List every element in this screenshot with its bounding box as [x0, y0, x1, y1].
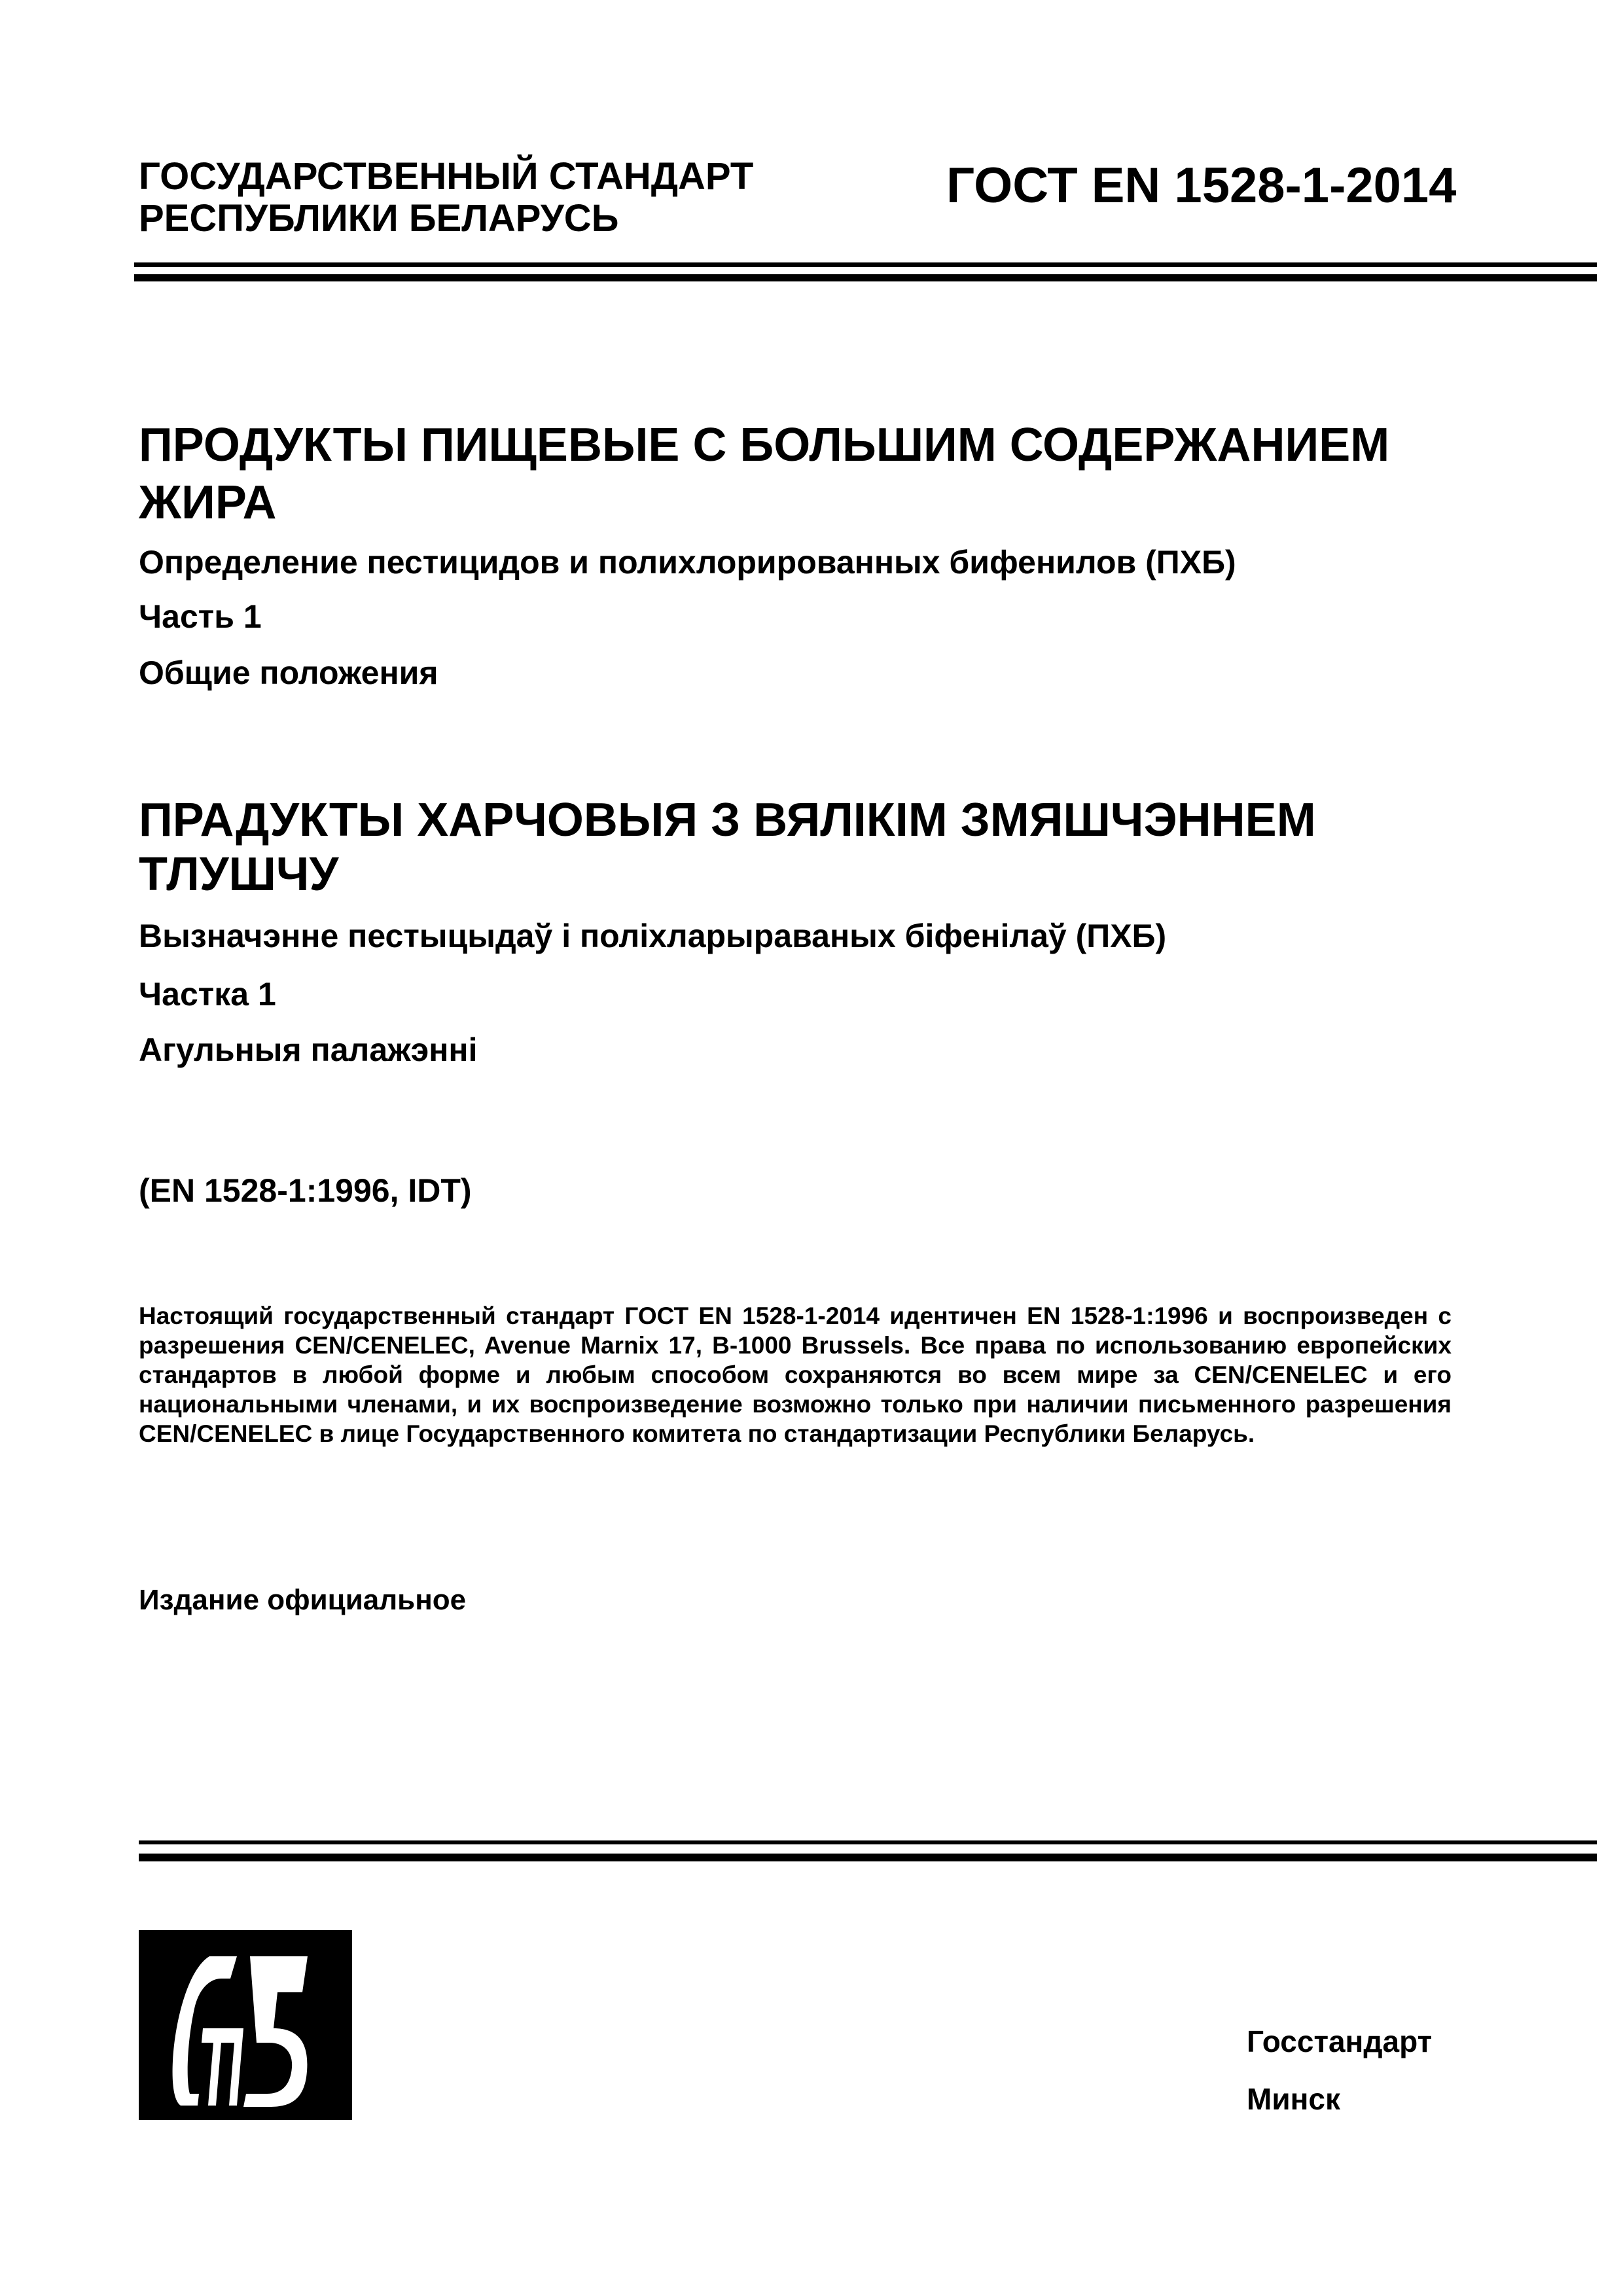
copyright-notice: Настоящий государственный стандарт ГОСТ EN 1528-1-2014 идентичен EN 1528-1:1996 и воспроизведен с разрешения CEN/CENELEC, Avenue Marnix 17, B-1000 Brussels. Все права по использованию европейских стандартов в любой форме и любым способом сохраняются во всем мире за CEN/CENELEC и его национальными членами, и их воспроизведение возможно только при наличии письменного разрешения CEN/CENELEC в лице Государственного комитета по стандартизации Республики Беларусь.: [139, 1302, 1452, 1447]
org-name-line1: ГОСУДАРСТВЕННЫЙ СТАНДАРТ: [139, 155, 754, 198]
subtitle-by: Вызначэнне пестыцыдаў і поліхларыраваных біфенілаў (ПХБ): [139, 918, 1167, 954]
bottom-thin-rule: [139, 1840, 1597, 1844]
title-ru-line1: ПРОДУКТЫ ПИЩЕВЫЕ С БОЛЬШИМ СОДЕРЖАНИЕМ: [139, 419, 1390, 471]
reference-standard: (EN 1528-1:1996, IDT): [139, 1172, 472, 1209]
bottom-thick-rule: [139, 1854, 1597, 1861]
part-title-by: Агульныя палажэнні: [139, 1031, 478, 1068]
top-thick-rule: [134, 274, 1597, 281]
subtitle-ru: Определение пестицидов и полихлорированных бифенилов (ПХБ): [139, 544, 1236, 581]
title-ru-line2: ЖИРА: [139, 476, 277, 529]
title-by-line1: ПРАДУКТЫ ХАРЧОВЫЯ З ВЯЛІКІМ ЗМЯШЧЭННЕМ: [139, 794, 1316, 846]
part-ru: Часть 1: [139, 598, 262, 635]
title-by-line2: ТЛУШЧУ: [139, 848, 339, 901]
top-thin-rule: [134, 262, 1597, 267]
org-name-line2: РЕСПУБЛИКИ БЕЛАРУСЬ: [139, 197, 619, 240]
edition-label: Издание официальное: [139, 1584, 467, 1616]
gosstandart-logo: [139, 1930, 352, 2120]
publisher-name: Госстандарт: [1247, 2024, 1433, 2058]
publisher-city: Минск: [1247, 2082, 1340, 2116]
standard-code: ГОСТ EN 1528-1-2014: [946, 158, 1457, 213]
part-by: Частка 1: [139, 976, 276, 1013]
part-title-ru: Общие положения: [139, 655, 438, 691]
